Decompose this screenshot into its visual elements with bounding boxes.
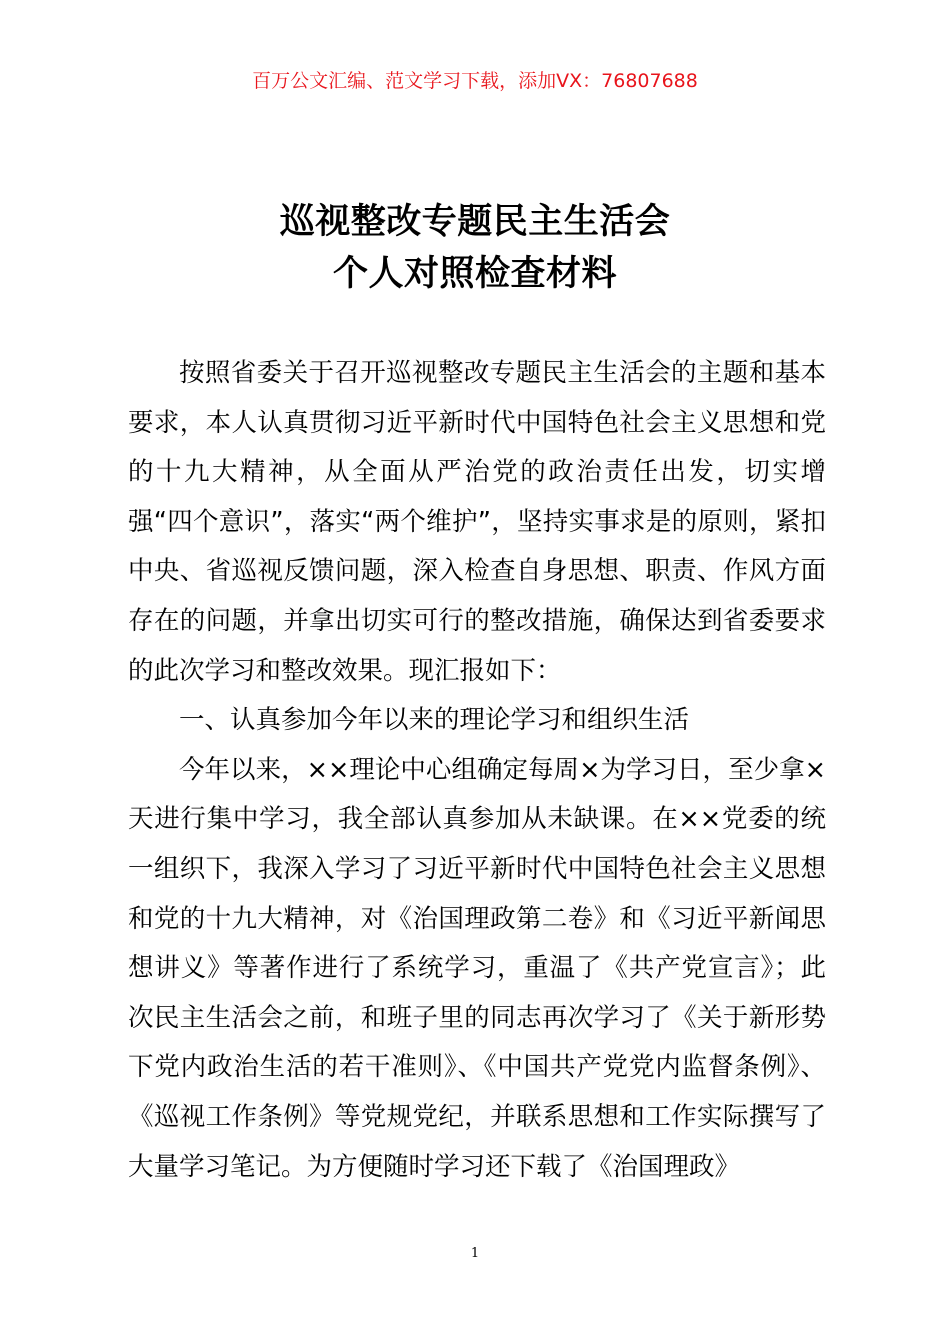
document-title	[0, 196, 950, 300]
paragraph-section-1: 今年以来，××理论中心组确定每周×为学习日，至少拿×天进行集中学习，我全部认真参加从未缺课。在××党委的统一组织下，我深入学习了习近平新时代中国特色社会主义思想和党的十九大精神，对《治国理政第二卷》和《习近平新闻思想讲义》等著作进行了系统学习，重温了《共产党宣言》；此次民主生活会之前，和班子里的同志再次学习了《关于新形势下党内政治生活的若干准则》、《中国共产党党内监督条例》、《巡视工作条例》等党规党纪，并联系思想和工作实际撰写了大量学习笔记。为方便随时学习还下载了《治国理政》	[128, 754, 826, 1182]
section-heading-1: 一、认真参加今年以来的理论学习和组织生活	[179, 705, 690, 736]
header-note: 百万公文汇编、范文学习下载，添加VX：76807688	[252, 70, 698, 92]
document-body	[128, 349, 826, 1192]
title-line-2: 个人对照检查材料	[332, 254, 617, 294]
page-number: 1	[470, 1246, 480, 1261]
paragraph-intro: 按照省委关于召开巡视整改专题民主生活会的主题和基本要求，本人认真贯彻习近平新时代中国特色社会主义思想和党的十九大精神，从全面从严治党的政治责任出发，切实增强“四个意识”，落实“两个维护”，坚持实事求是的原则，紧扣中央、省巡视反馈问题，深入检查自身思想、职责、作风方面存在的问题，并拿出切实可行的整改措施，确保达到省委要求的此次学习和整改效果。现汇报如下：	[128, 358, 826, 686]
title-line-1: 巡视整改专题民主生活会	[279, 202, 671, 242]
